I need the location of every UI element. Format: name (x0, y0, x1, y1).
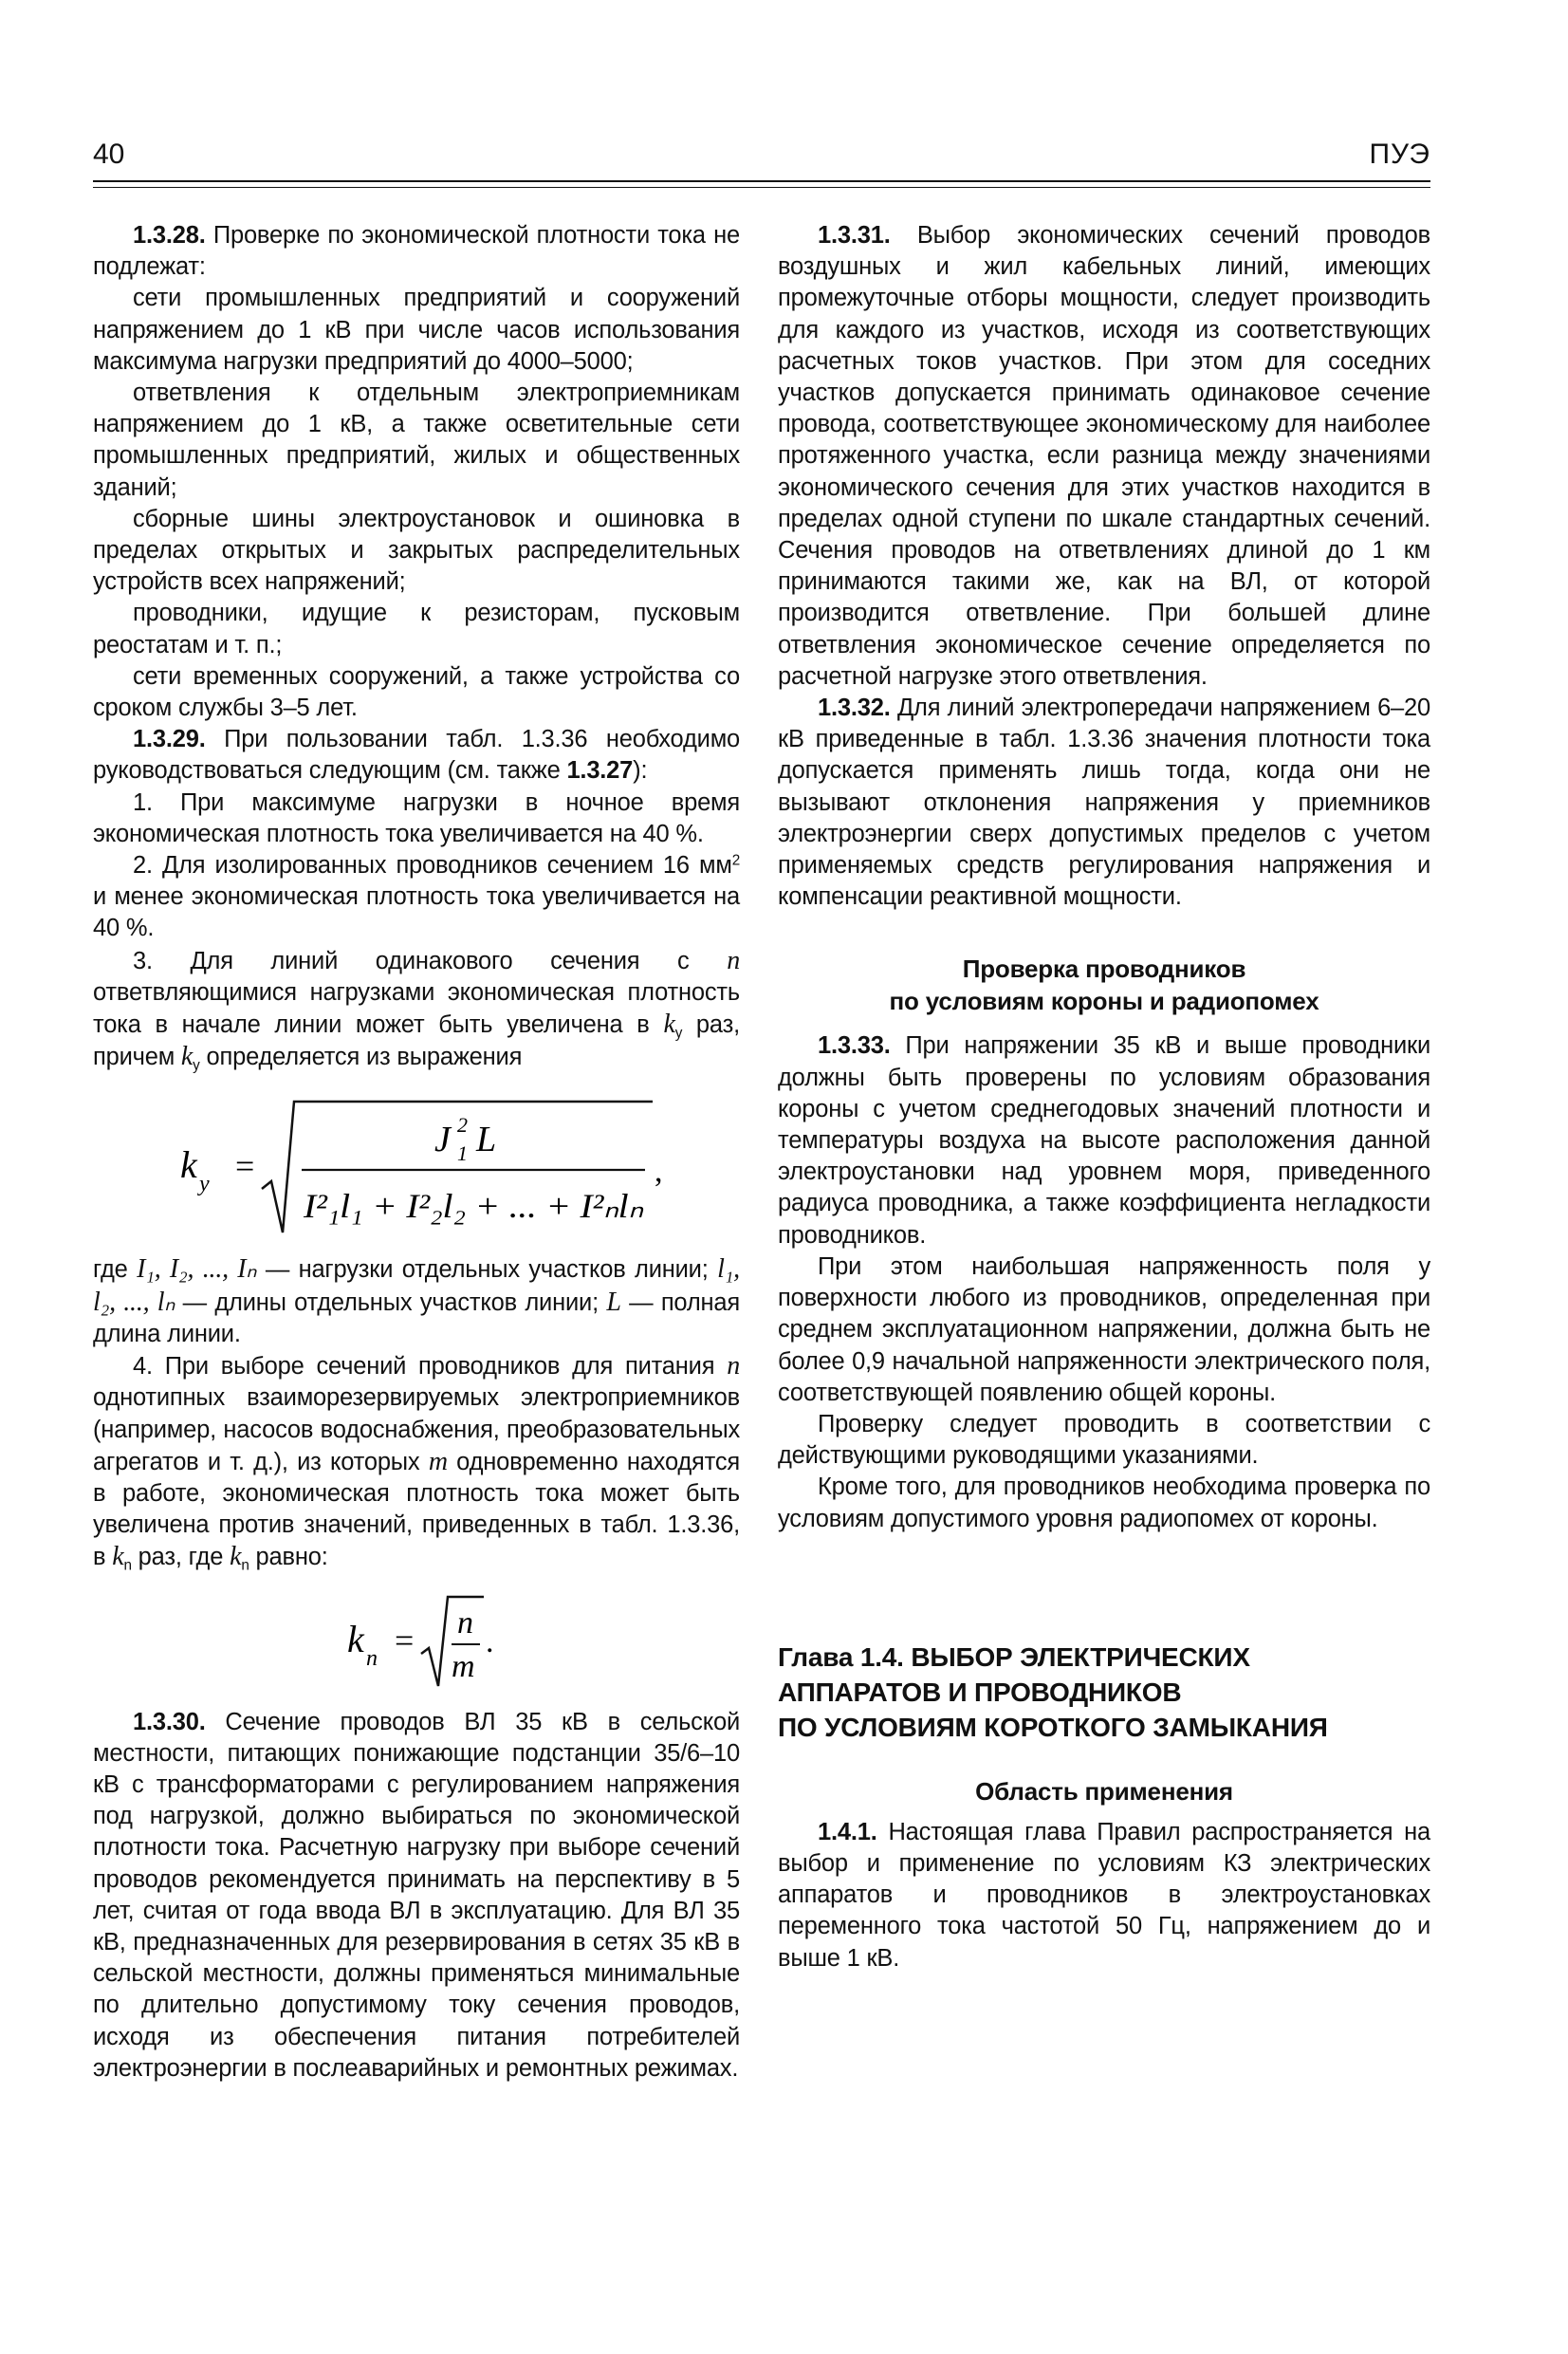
subscript: у (193, 1057, 200, 1074)
subscript: у (674, 1025, 683, 1042)
clause-number: 1.3.33. (818, 1032, 891, 1060)
paragraph-text: определяется из выражения (199, 1044, 523, 1071)
formula-lhs: k (347, 1617, 364, 1660)
paragraph-1-3-32 (778, 693, 1430, 913)
subscript: n (123, 1557, 132, 1574)
paragraph-text: 4. При выборе сечений проводников для питания (133, 1353, 728, 1381)
formula-lhs-sub: у (199, 1172, 210, 1197)
running-title: ПУЭ (1369, 139, 1430, 170)
paragraph-text: — нагрузки отдельных участков линии; (256, 1256, 718, 1284)
formula-comma: , (655, 1154, 663, 1190)
clause-reference: 1.3.27 (566, 757, 634, 785)
formula-lhs-sub: n (366, 1645, 378, 1671)
section-heading-line: Проверка проводников (962, 955, 1246, 984)
formula-k-y (93, 1083, 740, 1244)
formula-numerator: J (434, 1120, 451, 1160)
list-item: ответвления к отдельным электроприемникам напряжением до 1 кВ, а также осветительные сети промышленных предприятий, жилых и общественных зданий; (93, 380, 740, 501)
paragraph: Кроме того, для проводников необходима проверка по условиям допустимого уровня радиопомех от короны. (778, 1474, 1430, 1532)
math-symbol: l₁, l₂, ..., lₙ (93, 1254, 740, 1317)
paragraph-text: При пользовании табл. 1.3.36 необходимо руководствоваться следующим (см. также (93, 726, 741, 785)
math-symbol: k (112, 1542, 124, 1572)
paragraph-text: — длины отдельных участков линии; (175, 1288, 607, 1316)
paragraph-1-3-31 (778, 220, 1430, 693)
paragraph: Проверку следует проводить в соответствии с действующими руководящими указаниями. (778, 1410, 1430, 1470)
paragraph-text: Выбор экономических сечений проводов воздушных и жил кабельных линий, имеющих промежуточные отборы мощности, следует производить для каждого из участков, исходя из соответствующих расчетных токов участков. При этом для соседних участков допускается принимать одинаковое сечение провода, соответствующее экономическому для наиболее протяженного участка, если разница между значениями экономического сечения для этих участков находится в пределах одной ступени по шкале стандартных сечений. Сечения проводов на ответвлениях длиной до 1 км принимаются такими же, как на ВЛ, от которой производится ответвление. При большей длине ответвления экономическое сечение определяется по расчетной нагрузке этого ответвления. (778, 222, 1430, 690)
math-symbol: n (727, 945, 740, 975)
clause-number: 1.4.1. (818, 1818, 877, 1845)
left-column (93, 220, 740, 2085)
math-symbol: I₁, I₂, ..., Iₙ (137, 1254, 257, 1285)
list-item: сборные шины электроустановок и ошиновка в пределах открытых и закрытых распределительных устройств всех напряжений; (93, 505, 740, 596)
subscript: n (241, 1557, 249, 1574)
formula-equals: = (235, 1147, 255, 1186)
paragraph-text: При напряжении 35 кВ и выше проводники должны быть проверены по условиям образования короны с учетом среднегодовых значений плотности и температуры воздуха на высоте расположения данной электроустановки над уровнем моря, приведенного радиуса проводника, а также коэффициента негладкости проводников. (778, 1032, 1430, 1249)
right-column (778, 220, 1430, 1974)
paragraph-text: — полная длина линии. (93, 1288, 741, 1347)
list-item: сети промышленных предприятий и сооружений напряжением до 1 кВ при числе часов использования максимума нагрузки предприятий до 4000–5000; (93, 285, 740, 375)
clause-number: 1.3.30. (133, 1708, 206, 1735)
paragraph-text: 2. Для изолированных проводников сечением 16 мм (133, 852, 732, 880)
clause-number: 1.3.29. (133, 726, 206, 753)
list-item: 1. При максимуме нагрузки в ночное время экономическая плотность тока увеличивается на 40 %. (93, 788, 740, 847)
math-symbol: n (727, 1351, 740, 1381)
paragraph-text: и менее экономическая плотность тока увеличивается на 40 %. (93, 883, 740, 942)
section-heading (778, 953, 1430, 1017)
paragraph-1-4-1 (778, 1817, 1430, 1974)
paragraph-text: раз, где (131, 1544, 231, 1571)
list-item: сети временных сооружений, а также устройства со сроком службы 3–5 лет. (93, 662, 740, 722)
clause-number: 1.3.28. (133, 222, 206, 249)
math-symbol: L (606, 1287, 621, 1317)
paragraph-1-3-30 (93, 1707, 740, 2085)
page-number: 40 (93, 139, 125, 170)
math-symbol: k (663, 1010, 675, 1040)
paragraph-1-3-33 (778, 1030, 1430, 1251)
paragraph-text: Для линий электропередачи напряжением 6–20 кВ приведенные в табл. 1.3.36 значения плотности тока допускается применять лишь тогда, когда они не вызывают отклонения напряжения у приемников электроэнергии сверх допустимых пределов с учетом применяемых средств регулирования напряжения и компенсации реактивной мощности. (778, 695, 1430, 911)
list-item: проводники, идущие к резисторам, пусковым реостатам и т. п.; (93, 600, 740, 658)
chapter-title-line: АППАРАТОВ И ПРОВОДНИКОВ (778, 1677, 1182, 1707)
superscript: 2 (731, 852, 740, 869)
math-symbol: k (180, 1042, 194, 1072)
paragraph-text: 3. Для линий одинакового сечения с (133, 947, 728, 974)
formula-num-sup: 2 (457, 1113, 468, 1138)
formula-end: . (486, 1623, 494, 1659)
paragraph-text: Сечение проводов ВЛ 35 кВ в сельской местности, питающих понижающие подстанции 35/6–10 кВ с трансформаторами с регулированием напряжения под нагрузкой, должно выбираться по экономической плотности тока. Расчетную нагрузку при выборе сечений проводов рекомендуется принимать на перспективу в 5 лет, считая от года ввода ВЛ в эксплуатацию. Для ВЛ 35 кВ, предназначенных для резервирования в сетях 35 кВ в сельской местности, должны применяться минимальные по длительно допустимому току сечения проводов, исходя из обеспечения питания потребителей электроэнергии в послеаварийных и ремонтных режимах. (93, 1708, 740, 2082)
formula-explanation (93, 1253, 740, 1350)
paragraph-text: ): (633, 757, 648, 785)
math-symbol: k (230, 1542, 242, 1572)
paragraph-text: где (93, 1256, 138, 1284)
chapter-title (778, 1640, 1430, 1745)
paragraph-1-3-28 (93, 220, 740, 283)
formula-num-sub: 1 (457, 1141, 468, 1166)
list-item (93, 1350, 740, 1573)
clause-number: 1.3.32. (818, 695, 891, 722)
paragraph-text: ответвляющимися нагрузками экономическая плотность тока в начале линии может быть увеличена в (93, 978, 740, 1039)
paragraph-1-3-29 (93, 724, 740, 787)
formula-numerator-L: L (476, 1120, 496, 1160)
clause-number: 1.3.31. (818, 222, 891, 249)
formula-k-n (93, 1584, 740, 1697)
paragraph-text: одновременно находятся в работе, экономическая плотность тока может быть увеличена против значений, приведенных в табл. 1.3.36, в (93, 1448, 741, 1571)
paragraph: При этом наибольшая напряженность поля у поверхности любого из проводников, определенная при среднем эксплуатационном напряжении, должна быть не более 0,9 начальной напряженности электрического поля, соответствующей появлению общей короны. (778, 1252, 1430, 1406)
formula-numerator: n (457, 1604, 473, 1640)
paragraph-text: Настоящая глава Правил распространяется на выбор и применение по условиям КЗ электрических аппаратов и проводников в электроустановках переменного тока частотой 50 Гц, напряжением до и выше 1 кВ. (778, 1818, 1430, 1972)
section-heading-line: по условиям короны и радиопомех (889, 987, 1319, 1016)
subsection-heading: Область применения (975, 1776, 1233, 1806)
list-item (93, 945, 740, 1074)
list-item (93, 850, 740, 945)
formula-equals: = (395, 1621, 415, 1659)
chapter-title-line: Глава 1.4. ВЫБОР ЭЛЕКТРИЧЕСКИХ (778, 1641, 1250, 1672)
math-symbol: m (428, 1446, 448, 1476)
formula-lhs: k (180, 1143, 197, 1187)
formula-denominator: m (452, 1648, 475, 1684)
paragraph-text: раз, причем (93, 1011, 740, 1071)
header-rule-thin (93, 187, 1430, 188)
paragraph-text: Проверке по экономической плотности тока не подлежат: (93, 222, 740, 281)
formula-denominator: I²₁l₁ + I²₂l₂ + ... + I²ₙlₙ (302, 1187, 644, 1226)
chapter-title-line: ПО УСЛОВИЯМ КОРОТКОГО ЗАМЫКАНИЯ (778, 1712, 1328, 1742)
paragraph-text: равно: (249, 1544, 328, 1571)
paragraph-text: однотипных взаиморезервируемых электроприемников (например, насосов водоснабжения, преобразовательных агрегатов и т. д.), из которых (93, 1384, 740, 1475)
header-rule (93, 180, 1430, 182)
